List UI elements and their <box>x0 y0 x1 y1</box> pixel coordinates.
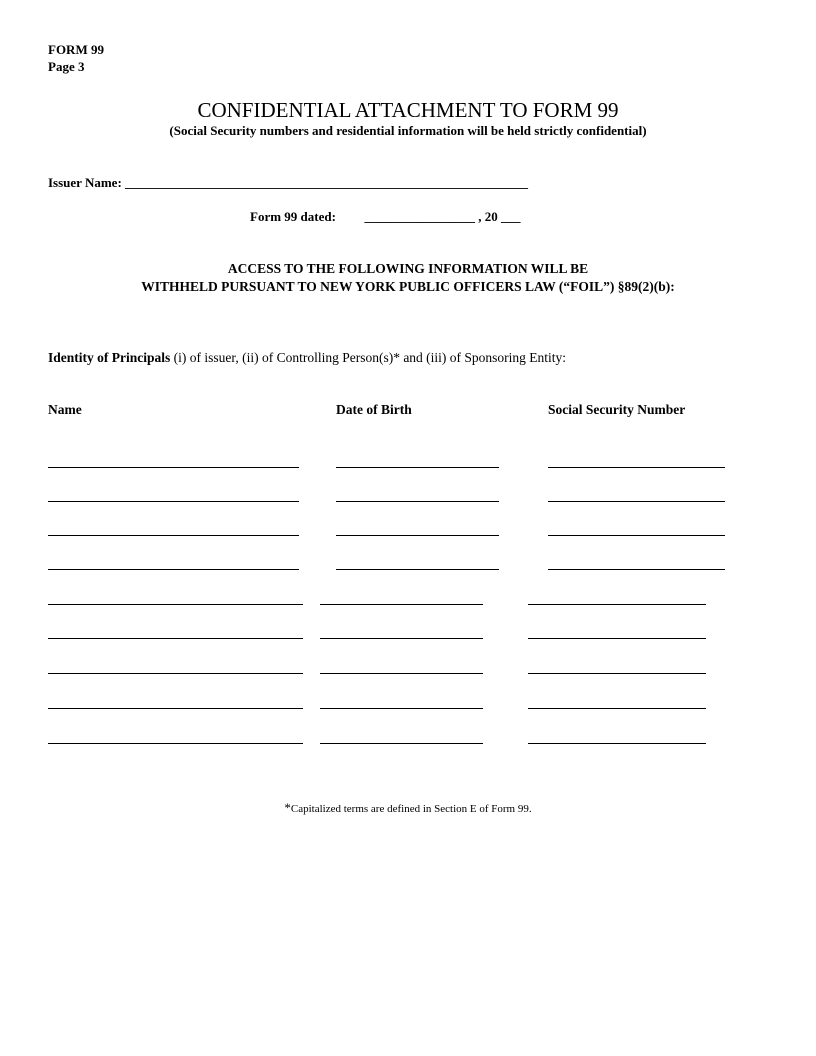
issuer-name-label: Issuer Name: <box>48 175 122 190</box>
form-dated-label: Form 99 dated: <box>250 209 336 224</box>
name-line[interactable] <box>48 569 299 570</box>
principals-label: Identity of Principals <box>48 350 171 365</box>
page-subtitle: (Social Security numbers and residential information will be held strictly confidential) <box>169 123 647 138</box>
footnote-asterisk: * <box>284 800 291 815</box>
form-number: FORM 99 <box>48 42 104 57</box>
name-line[interactable] <box>48 501 299 502</box>
name-line[interactable] <box>48 638 303 639</box>
access-notice-line-1: ACCESS TO THE FOLLOWING INFORMATION WILL BE <box>227 261 589 276</box>
column-header-date-of-birth: Date of Birth <box>336 402 412 417</box>
page-number: Page 3 <box>48 59 85 74</box>
ssn-line[interactable] <box>548 501 725 502</box>
footnote <box>0 800 816 816</box>
name-line[interactable] <box>48 467 299 468</box>
date-of-birth-line[interactable] <box>336 535 499 536</box>
access-notice-line-2: WITHHELD PURSUANT TO NEW YORK PUBLIC OFFICERS LAW (“FOIL”) §89(2)(b): <box>141 279 675 294</box>
date-of-birth-line[interactable] <box>336 569 499 570</box>
ssn-line[interactable] <box>528 673 706 674</box>
date-of-birth-line[interactable] <box>320 638 483 639</box>
ssn-line[interactable] <box>548 467 725 468</box>
ssn-line[interactable] <box>548 535 725 536</box>
name-line[interactable] <box>48 535 299 536</box>
principals-text: (i) of issuer, (ii) of Controlling Person(s)* and (iii) of Sponsoring Entity: <box>170 350 567 365</box>
date-of-birth-line[interactable] <box>336 467 499 468</box>
name-line[interactable] <box>48 604 303 605</box>
principals-instructions <box>48 350 566 366</box>
name-line[interactable] <box>48 673 303 674</box>
date-of-birth-line[interactable] <box>320 673 483 674</box>
ssn-line[interactable] <box>528 708 706 709</box>
page-title: CONFIDENTIAL ATTACHMENT TO FORM 99 <box>197 98 619 122</box>
footnote-text: Capitalized terms are defined in Section E of Form 99. <box>290 803 532 815</box>
date-of-birth-line[interactable] <box>336 501 499 502</box>
ssn-line[interactable] <box>528 743 706 744</box>
ssn-line[interactable] <box>528 638 706 639</box>
name-line[interactable] <box>48 743 303 744</box>
date-of-birth-line[interactable] <box>320 743 483 744</box>
form-dated-field[interactable] <box>250 209 520 225</box>
issuer-name-blank[interactable]: ______________________________________________________________ <box>125 175 529 190</box>
ssn-line[interactable] <box>528 604 706 605</box>
form-dated-blank[interactable]: _________________ , 20 ___ <box>364 209 521 224</box>
column-header-ssn: Social Security Number <box>548 402 686 417</box>
column-header-name: Name <box>48 402 82 417</box>
date-of-birth-line[interactable] <box>320 604 483 605</box>
issuer-name-field[interactable] <box>48 175 528 191</box>
name-line[interactable] <box>48 708 303 709</box>
date-of-birth-line[interactable] <box>320 708 483 709</box>
ssn-line[interactable] <box>548 569 725 570</box>
